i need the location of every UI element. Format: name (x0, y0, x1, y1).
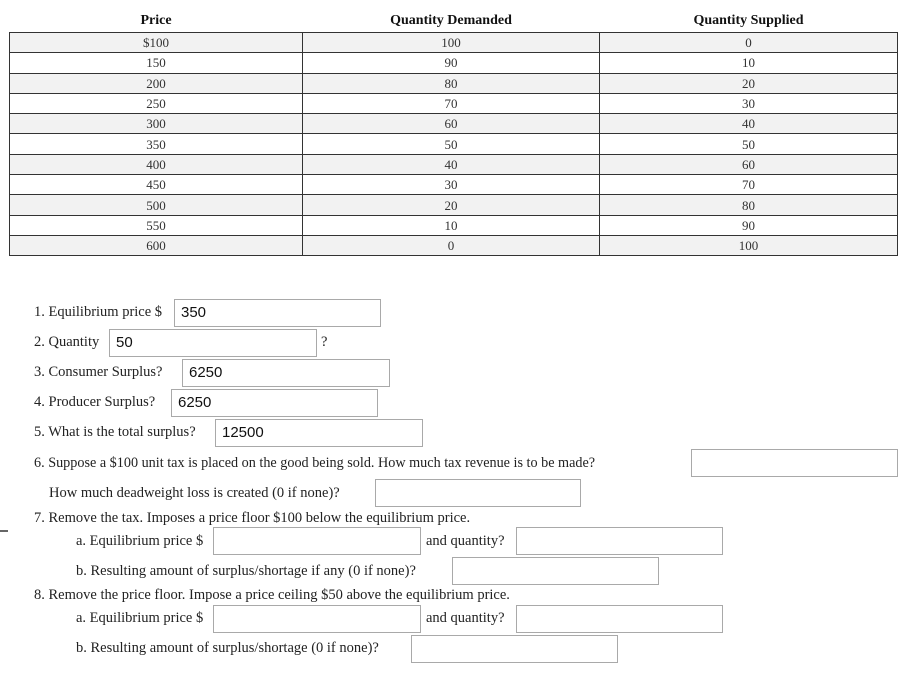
q5-label: 5. What is the total surplus? (34, 424, 196, 440)
price-cell: 300 (10, 114, 303, 134)
quantity-supplied-cell: 80 (600, 195, 898, 215)
table-row (10, 93, 898, 113)
supply-demand-table (9, 10, 898, 256)
q2-label: 2. Quantity (34, 334, 100, 350)
quantity-demanded-cell: 90 (303, 53, 600, 73)
quantity-supplied-cell: 90 (600, 215, 898, 235)
q8a-label: a. Equilibrium price $ (76, 610, 204, 626)
quantity-input[interactable]: 50 (109, 329, 317, 357)
quantity-demanded-cell: 70 (303, 93, 600, 113)
floor-equilibrium-price-input[interactable] (213, 527, 421, 555)
quantity-supplied-cell: 0 (600, 33, 898, 53)
price-cell: 200 (10, 73, 303, 93)
table-row (10, 154, 898, 174)
quantity-demanded-cell: 80 (303, 73, 600, 93)
quantity-demanded-cell: 60 (303, 114, 600, 134)
producer-surplus-input[interactable]: 6250 (171, 389, 378, 417)
floor-surplus-shortage-input[interactable] (452, 557, 659, 585)
q1-label: 1. Equilibrium price $ (34, 304, 163, 320)
quantity-demanded-cell: 20 (303, 195, 600, 215)
price-cell: 600 (10, 235, 303, 255)
table-row (10, 53, 898, 73)
quantity-supplied-cell: 100 (600, 235, 898, 255)
quantity-demanded-cell: 50 (303, 134, 600, 154)
q7-label: 7. Remove the tax. Imposes a price floor $100 below the equilibrium price. (34, 510, 471, 526)
total-surplus-input[interactable]: 12500 (215, 419, 423, 447)
q7a-label: a. Equilibrium price $ (76, 533, 204, 549)
quantity-demanded-cell: 10 (303, 215, 600, 235)
table-body (10, 33, 898, 256)
floor-quantity-input[interactable] (516, 527, 723, 555)
table-row (10, 114, 898, 134)
equilibrium-price-input[interactable]: 350 (174, 299, 381, 327)
q7b-label: b. Resulting amount of surplus/shortage if any (0 if none)? (76, 563, 416, 579)
quantity-demanded-header: Quantity Demanded (390, 13, 512, 28)
quantity-supplied-cell: 10 (600, 53, 898, 73)
table-header-row (10, 10, 898, 33)
quantity-demanded-cell: 30 (303, 175, 600, 195)
q3-label: 3. Consumer Surplus? (34, 364, 163, 380)
quantity-demanded-cell: 0 (303, 235, 600, 255)
table-row (10, 73, 898, 93)
price-cell: 150 (10, 53, 303, 73)
price-header: Price (140, 13, 172, 28)
table-row (10, 175, 898, 195)
quantity-supplied-cell: 70 (600, 175, 898, 195)
price-cell: 450 (10, 175, 303, 195)
q4-label: 4. Producer Surplus? (34, 394, 156, 410)
q8-label: 8. Remove the price floor. Impose a price ceiling $50 above the equilibrium price. (34, 587, 510, 603)
quantity-supplied-header: Quantity Supplied (693, 13, 804, 28)
price-cell: 400 (10, 154, 303, 174)
table-row (10, 235, 898, 255)
quantity-supplied-cell: 50 (600, 134, 898, 154)
table-row (10, 215, 898, 235)
price-cell: $100 (10, 33, 303, 53)
q8b-label: b. Resulting amount of surplus/shortage (0 if none)? (76, 640, 379, 656)
quantity-supplied-cell: 20 (600, 73, 898, 93)
ceiling-surplus-shortage-input[interactable] (411, 635, 618, 663)
table-row (10, 195, 898, 215)
q6-deadweight-label: How much deadweight loss is created (0 if none)? (49, 485, 340, 501)
quantity-supplied-cell: 40 (600, 114, 898, 134)
deadweight-loss-input[interactable] (375, 479, 581, 507)
consumer-surplus-input[interactable]: 6250 (182, 359, 390, 387)
price-cell: 250 (10, 93, 303, 113)
quantity-demanded-cell: 100 (303, 33, 600, 53)
quantity-supplied-cell: 60 (600, 154, 898, 174)
quantity-supplied-cell: 30 (600, 93, 898, 113)
table-row (10, 33, 898, 53)
q7a-quantity-label: and quantity? (426, 533, 505, 549)
side-marker (0, 530, 8, 532)
price-cell: 350 (10, 134, 303, 154)
price-cell: 550 (10, 215, 303, 235)
q6-label: 6. Suppose a $100 unit tax is placed on the good being sold. How much tax revenue is to be made? (34, 455, 596, 471)
price-cell: 500 (10, 195, 303, 215)
tax-revenue-input[interactable] (691, 449, 898, 477)
q8a-quantity-label: and quantity? (426, 610, 505, 626)
quantity-demanded-cell: 40 (303, 154, 600, 174)
table-row (10, 134, 898, 154)
ceiling-quantity-input[interactable] (516, 605, 723, 633)
ceiling-equilibrium-price-input[interactable] (213, 605, 421, 633)
q2-suffix: ? (321, 334, 328, 350)
